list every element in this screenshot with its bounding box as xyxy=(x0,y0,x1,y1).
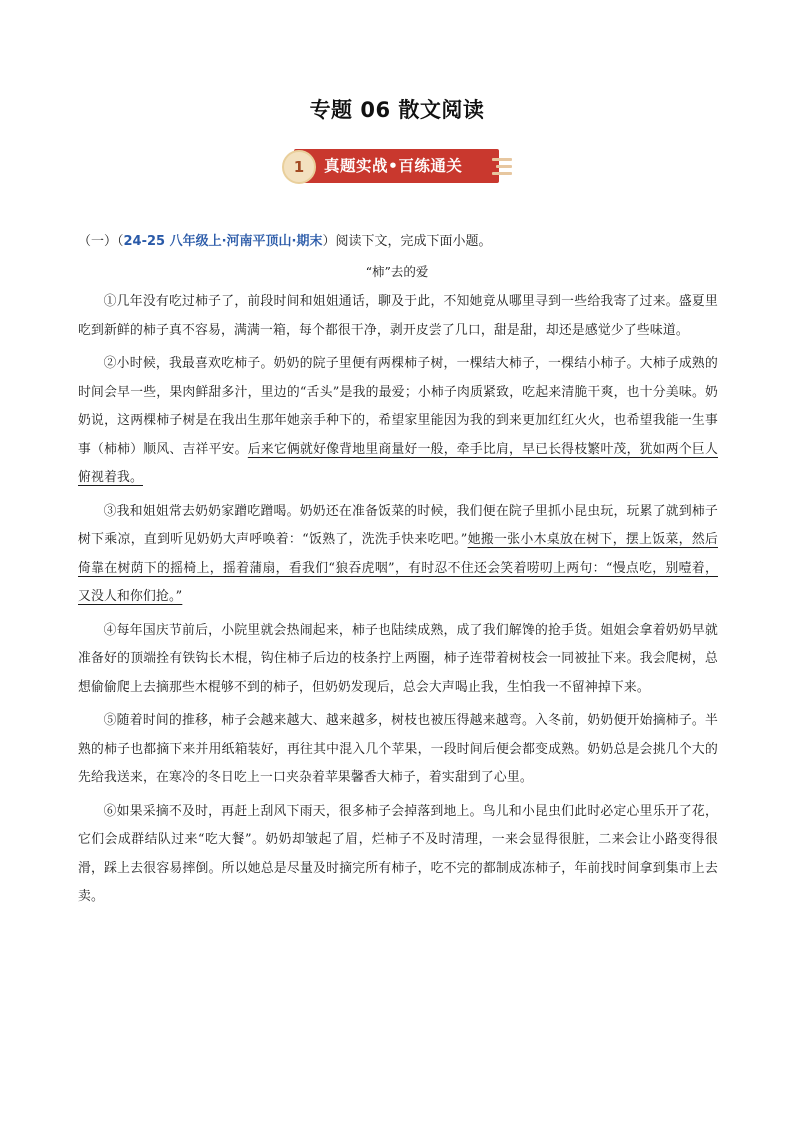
underlined-sentence: 后来它俩就好像背地里商量好一般，牵手比肩，早已长得枝繁叶茂，犹如两个巨人俯视着我。 xyxy=(78,441,718,485)
paragraph-2 xyxy=(78,350,718,493)
banner-label: 真题实战•百练通关 xyxy=(324,157,463,175)
paragraph-1: ①几年没有吃过柿子了，前段时间和姐姐通话，聊及于此，不知她竟从哪里寻到一些给我寄了过来。盛夏里吃到新鲜的柿子真不容易，满满一箱，每个都很干净，剥开皮尝了几口，甜是甜，却还是感觉少了些味道。 xyxy=(78,294,718,338)
question-source: 24-25 八年级上·河南平顶山·期末 xyxy=(123,234,323,249)
page-title: 专题 06 散文阅读 xyxy=(309,98,485,122)
passage-title: “柿”去的爱 xyxy=(365,264,429,279)
banner-number-badge: 1 xyxy=(282,150,316,184)
question-prefix: （一）（ xyxy=(78,234,124,249)
banner-stripe-decoration xyxy=(496,165,512,168)
question-heading xyxy=(78,232,728,252)
passage-body xyxy=(78,288,718,917)
paragraph-2-text: ②小时候，我最喜欢吃柿子。奶奶的院子里便有两棵柿子树，一棵结大柿子，一棵结小柿子。大柿子成熟的时间会早一些，果肉鲜甜多汁，里边的“舌头”是我的最爱；小柿子肉质紧致，吃起来清脆干爽，也十分美味。奶奶说，这两棵柿子树是在我出生那年她亲手种下的，希望家里能因为我的到来更加红红火火，也希望我能一生事事（柿柿）顺风、吉祥平安。 xyxy=(78,356,718,457)
underlined-sentence: 她搬一张小木桌放在树下，摆上饭菜，然后倚靠在树荫下的摇椅上，摇着蒲扇，看我们“狼吞虎咽”，有时忍不住还会笑着唠叨上两句：“慢点吃，别噎着，又没人和你们抢。” xyxy=(78,532,718,604)
section-banner xyxy=(282,147,514,187)
paragraph-6: ⑥如果采摘不及时，再赶上刮风下雨天，很多柿子会掉落到地上。鸟儿和小昆虫们此时必定心里乐开了花，它们会成群结队过来“吃大餐”。奶奶却皱起了眉，烂柿子不及时清理，一来会显得很脏，二来会让小路变得很滑，踩上去很容易摔倒。所以她总是尽量及时摘完所有柿子，吃不完的都制成冻柿子，年前找时间拿到集市上去卖。 xyxy=(78,803,718,904)
question-suffix: ）阅读下文，完成下面小题。 xyxy=(322,234,492,249)
paragraph-4: ④每年国庆节前后，小院里就会热闹起来，柿子也陆续成熟，成了我们解馋的抢手货。姐姐会拿着奶奶早就准备好的顶端拴有铁钩长木棍，钩住柿子后边的枝条拧上两圈，柿子连带着树枝会一同被扯下来。我会爬树，总想偷偷爬上去摘那些木棍够不到的柿子，但奶奶发现后，总会大声喝止我，生怕我一不留神掉下来。 xyxy=(78,622,718,695)
banner-stripe-decoration xyxy=(492,172,512,175)
paragraph-3 xyxy=(78,498,718,612)
paragraph-5: ⑤随着时间的推移，柿子会越来越大、越来越多，树枝也被压得越来越弯。入冬前，奶奶便开始摘柿子。半熟的柿子也都摘下来并用纸箱装好，再往其中混入几个苹果，一段时间后便会都变成熟。奶奶总是会挑几个大的先给我送来，在寒冷的冬日吃上一口夹杂着苹果馨香大柿子，着实甜到了心里。 xyxy=(78,713,718,785)
paragraph-3-text: ③我和姐姐常去奶奶家蹭吃蹭喝。奶奶还在准备饭菜的时候，我们便在院子里抓小昆虫玩，玩累了就到柿子树下乘凉，直到听见奶奶大声呼唤着：“饭熟了，洗洗手快来吃吧。” xyxy=(78,503,718,547)
banner-stripe-decoration xyxy=(492,158,512,161)
